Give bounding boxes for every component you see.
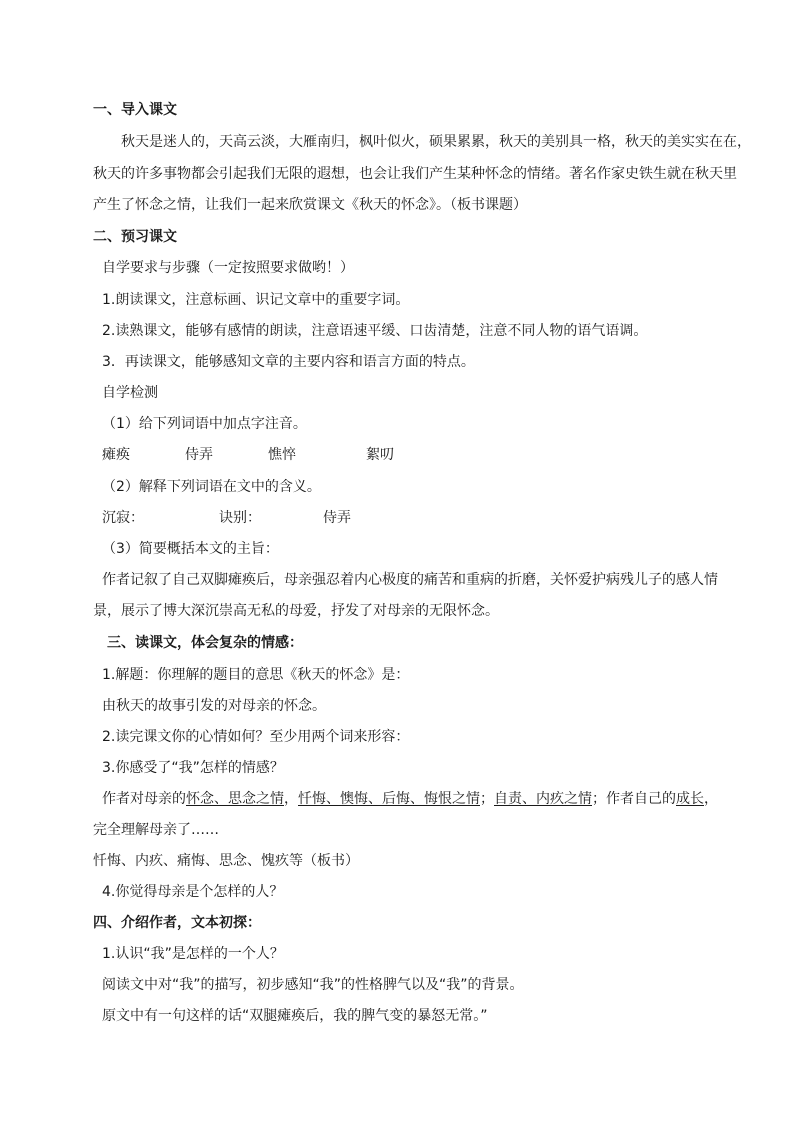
q1-word-4: 絮叨 bbox=[366, 447, 394, 463]
task-1: 1.认识“我”是怎样的一个人？ bbox=[102, 946, 284, 962]
requirement-1: 1.朗读课文，注意标画、识记文章中的重要字词。 bbox=[102, 292, 410, 308]
step-3: 3.你感受了“我”怎样的情感？ bbox=[102, 760, 284, 776]
question-1: （1）给下列词语中加点字注音。 bbox=[102, 416, 307, 432]
emotion-prefix: 作者对母亲的 bbox=[102, 791, 186, 807]
section-heading-2: 二、预习课文 bbox=[93, 229, 177, 245]
self-check-title: 自学检测 bbox=[102, 385, 158, 401]
section-heading-3: 三、读课文，体会复杂的情感： bbox=[107, 635, 303, 651]
section-heading-4: 四、介绍作者，文本初探： bbox=[93, 915, 261, 931]
emotion-sep-2: ； bbox=[480, 791, 494, 807]
emotion-underlined-4: 成长 bbox=[676, 791, 704, 807]
emotion-line-2: 完全理解母亲了…… bbox=[93, 822, 219, 838]
question-3: （3）简要概括本文的主旨： bbox=[102, 541, 279, 557]
answer-line-2: 景，展示了博大深沉崇高无私的母爱，抒发了对母亲的无限怀念。 bbox=[93, 603, 499, 619]
emotion-mid: ；作者自己的 bbox=[592, 791, 676, 807]
board-summary: 忏悔、内疚、痛悔、思念、愧疚等（板书） bbox=[93, 853, 359, 869]
paragraph-intro-line-2: 秋天的许多事物都会引起我们无限的遐想，也会让我们产生某种怀念的情绪。著名作家史铁生就在秋天里 bbox=[93, 166, 737, 182]
paragraph-intro-line-1: 秋天是迷人的，天高云淡，大雁南归，枫叶似火，硕果累累，秋天的美别具一格，秋天的美实实在在， bbox=[121, 134, 751, 150]
q1-word-2: 侍弄 bbox=[185, 447, 213, 463]
requirement-2: 2.读熟课文，能够有感情的朗读，注意语速平缓、口齿清楚，注意不同人物的语气语调。 bbox=[102, 323, 648, 339]
q2-word-2: 诀别： bbox=[219, 510, 261, 526]
q2-word-3: 侍弄 bbox=[323, 510, 351, 526]
requirement-3: 3．再读课文，能够感知文章的主要内容和语言方面的特点。 bbox=[102, 354, 475, 370]
task-1-line-2: 原文中有一句这样的话“双腿瘫痪后，我的脾气变的暴怒无常。” bbox=[102, 1008, 488, 1024]
q2-word-1: 沉寂： bbox=[102, 510, 144, 526]
step-4: 4.你觉得母亲是个怎样的人？ bbox=[102, 884, 284, 900]
emotion-underlined-3: 自责、内疚之情 bbox=[494, 791, 592, 807]
answer-line-1: 作者记叙了自己双脚瘫痪后，母亲强忍着内心极度的痛苦和重病的折磨，关怀爱护病残儿子的感人情 bbox=[102, 572, 718, 588]
q1-word-1: 瘫痪 bbox=[102, 447, 130, 463]
section-heading-1: 一、导入课文 bbox=[93, 102, 177, 118]
question-2: （2）解释下列词语在文中的含义。 bbox=[102, 479, 321, 495]
self-study-requirements-title: 自学要求与步骤（一定按照要求做哟！） bbox=[102, 260, 354, 276]
emotion-sep-3: ， bbox=[704, 791, 718, 807]
step-1-answer: 由秋天的故事引发的对母亲的怀念。 bbox=[102, 698, 326, 714]
emotion-underlined-2: 忏悔、懊悔、后悔、悔恨之情 bbox=[298, 791, 480, 807]
step-1: 1.解题：你理解的题目的意思《秋天的怀念》是： bbox=[102, 667, 410, 683]
step-2: 2.读完课文你的心情如何？至少用两个词来形容： bbox=[102, 729, 410, 745]
paragraph-intro-line-3: 产生了怀念之情，让我们一起来欣赏课文《秋天的怀念》。（板书课题） bbox=[93, 197, 527, 213]
emotion-underlined-1: 怀念、思念之情 bbox=[186, 791, 284, 807]
emotion-line-1 bbox=[102, 789, 718, 809]
task-1-line-1: 阅读文中对“我”的描写，初步感知“我”的性格脾气以及“我”的背景。 bbox=[102, 977, 524, 993]
emotion-sep-1: ， bbox=[284, 791, 298, 807]
q1-word-3: 憔悴 bbox=[268, 447, 296, 463]
